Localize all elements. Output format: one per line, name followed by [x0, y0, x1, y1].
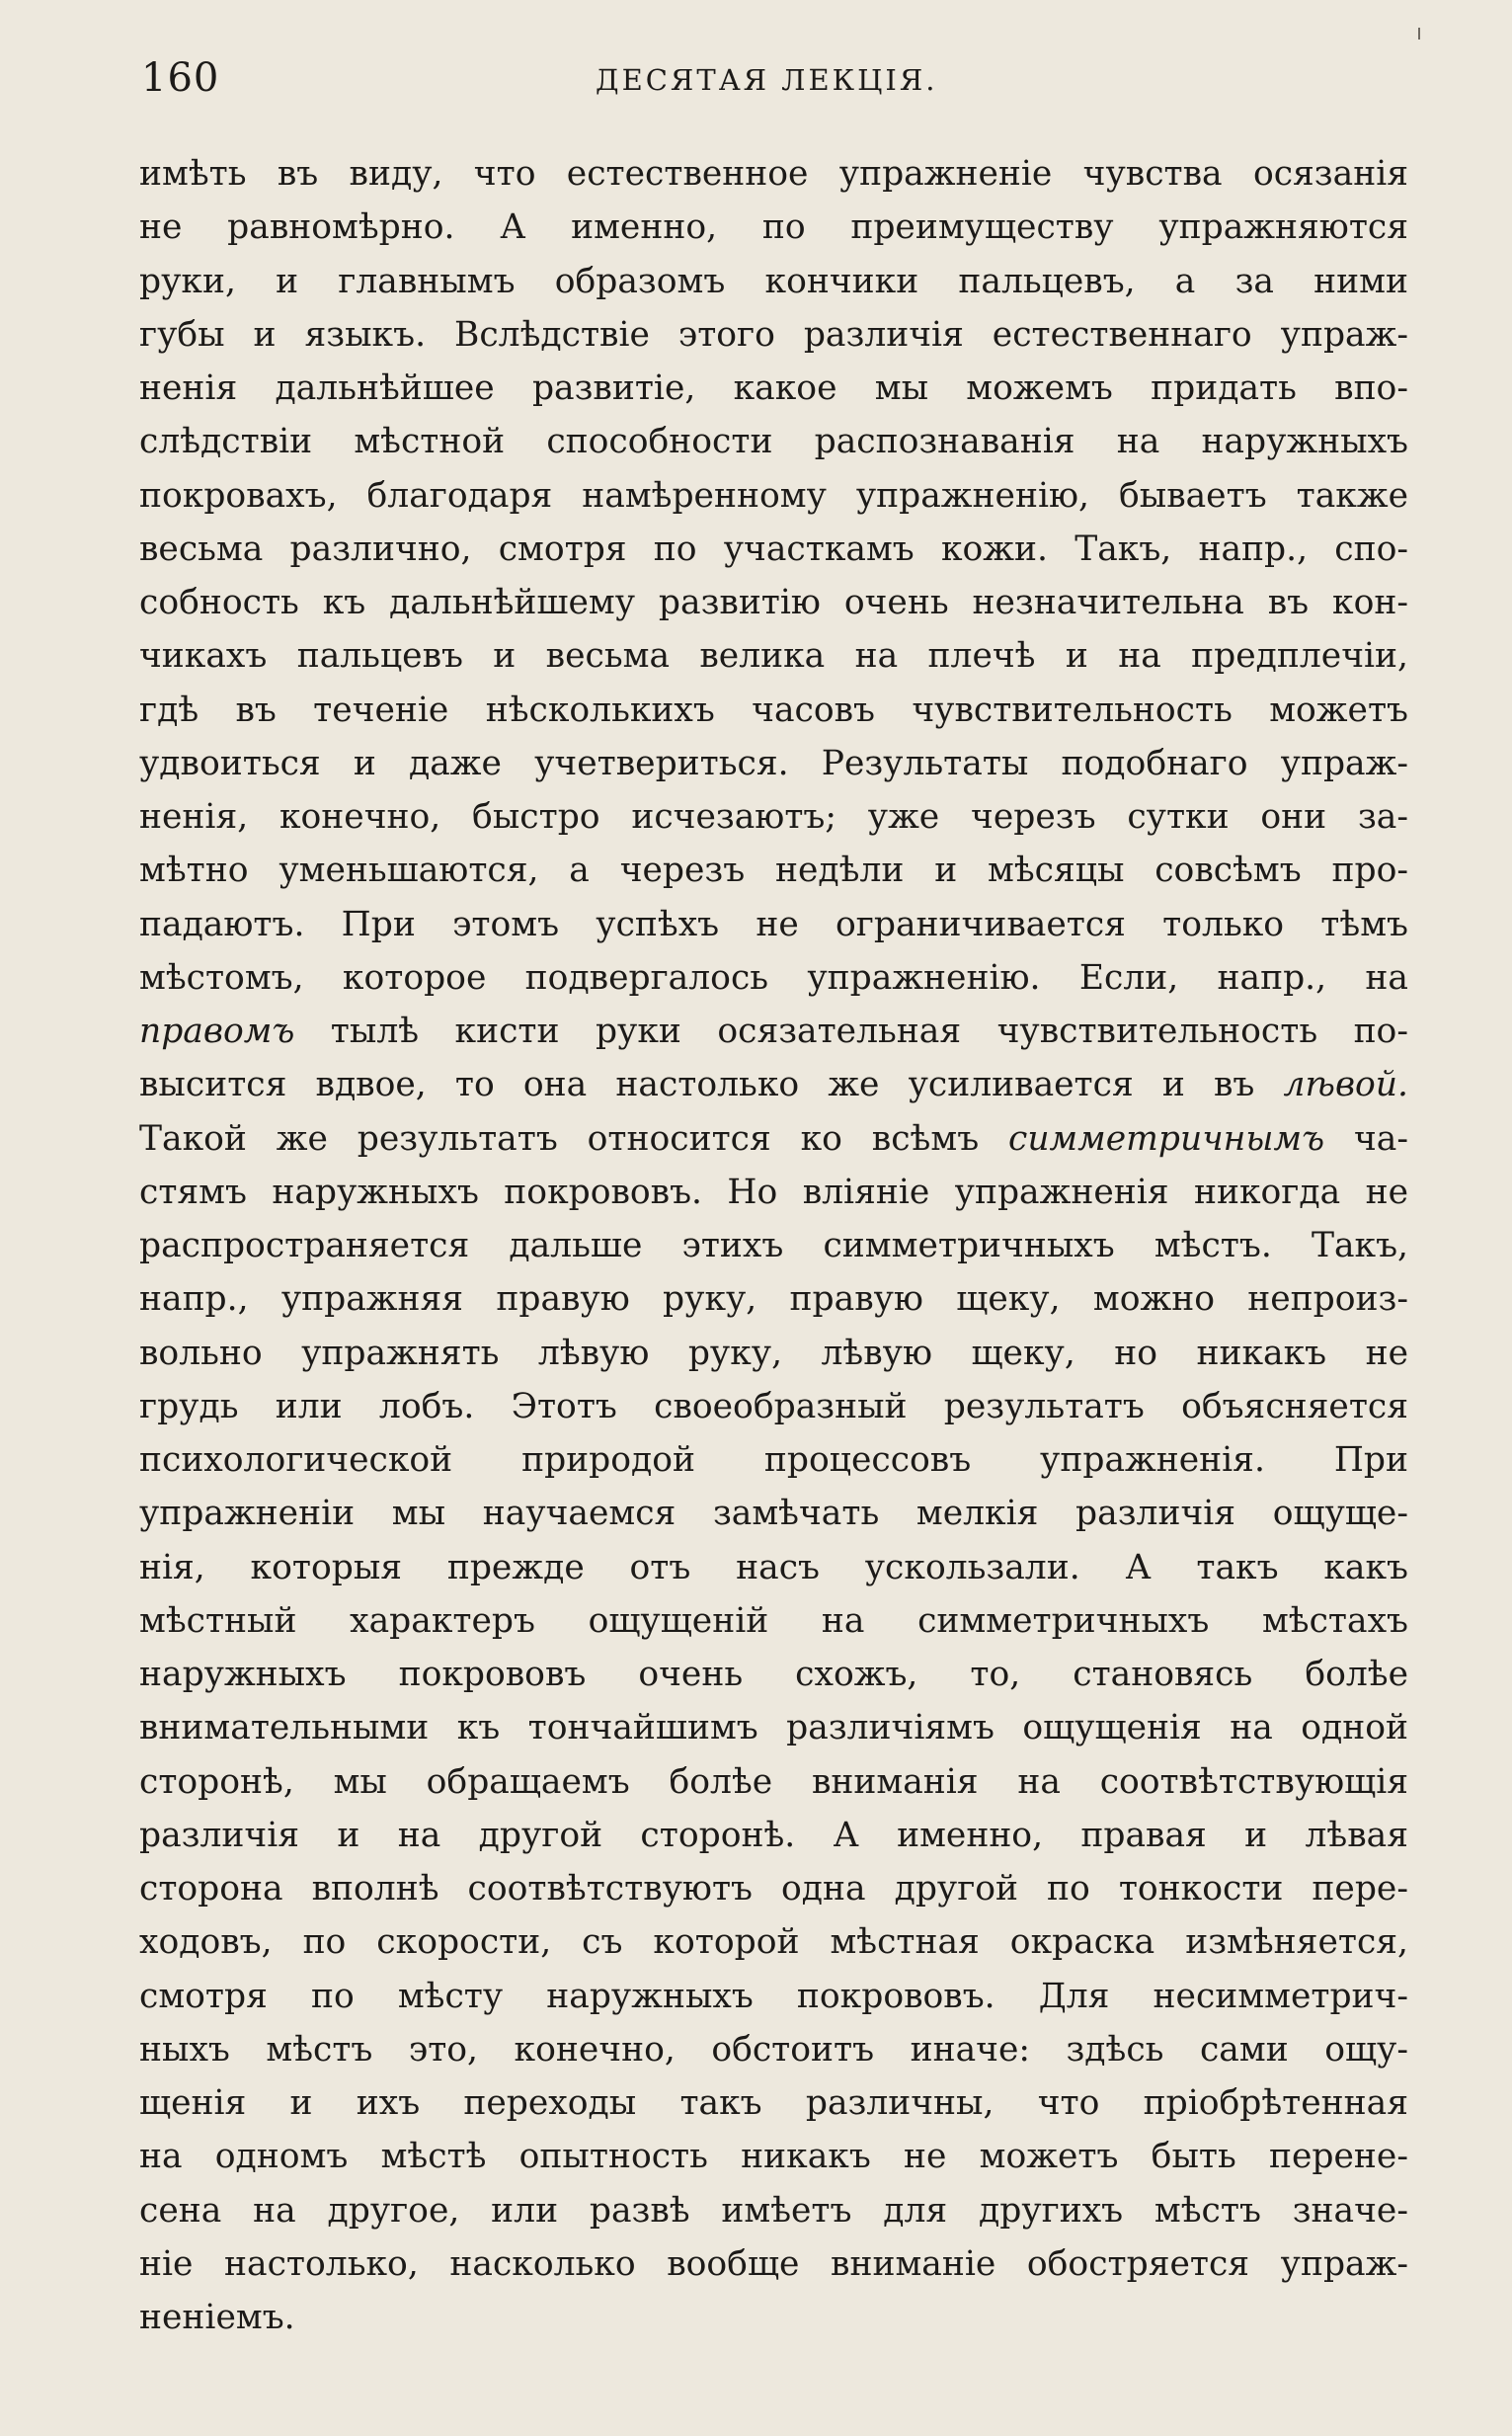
text-line	[139, 1648, 1408, 1701]
text-line	[139, 2237, 1408, 2291]
text-segment: мѣстный характеръ ощущеній на симметричныхъ мѣстахъ	[139, 1600, 1408, 1641]
text-line	[139, 1755, 1408, 1809]
page-number: 160	[141, 55, 220, 101]
text-segment: ненія, конечно, быстро исчезаютъ; уже черезъ сутки они за-	[139, 797, 1408, 837]
emphasized-text: лѣвой.	[1283, 1065, 1408, 1105]
text-segment: смотря по мѣсту наружныхъ покрововъ. Для несимметрич-	[139, 1976, 1408, 2016]
body-text	[139, 147, 1408, 2344]
text-segment: не равномѣрно. А именно, по преимуществу упражняются	[139, 207, 1408, 248]
text-line	[139, 1862, 1408, 1915]
text-segment: напр., упражняя правую руку, правую щеку, можно непроиз-	[139, 1279, 1408, 1320]
text-segment: покровахъ, благодаря намѣренному упражненію, бываетъ также	[139, 475, 1408, 516]
text-segment: на одномъ мѣстѣ опытность никакъ не можетъ быть перене-	[139, 2137, 1408, 2177]
text-segment: ненія дальнѣйшее развитіе, какое мы можемъ придать впо-	[139, 368, 1408, 408]
text-segment: собность къ дальнѣйшему развитію очень незначительна въ кон-	[139, 583, 1408, 622]
text-line	[139, 523, 1408, 576]
text-line	[139, 2184, 1408, 2237]
text-line	[139, 737, 1408, 790]
text-line	[139, 2023, 1408, 2076]
text-line	[139, 255, 1408, 308]
text-segment: внимательными къ тончайшимъ различіямъ ощущенія на одной	[139, 1708, 1408, 1748]
text-line	[139, 362, 1408, 415]
text-segment: наружныхъ покрововъ очень схожъ, то, становясь болѣе	[139, 1655, 1408, 1694]
text-segment: распространяется дальше этихъ симметричныхъ мѣстъ. Такъ,	[139, 1226, 1408, 1265]
text-line	[139, 2291, 1408, 2344]
text-line	[139, 1166, 1408, 1219]
text-segment: тылѣ кисти руки осязательная чувствительность по-	[294, 1012, 1408, 1051]
text-line	[139, 629, 1408, 683]
text-line	[139, 1809, 1408, 1862]
text-segment: удвоиться и даже учетвериться. Результаты подобнаго упраж-	[139, 743, 1408, 783]
text-segment: сторона вполнѣ соотвѣтствуютъ одна другой по тонкости пере-	[139, 1869, 1408, 1908]
running-head	[141, 55, 1405, 115]
text-line	[139, 951, 1408, 1005]
text-line	[139, 1058, 1408, 1111]
text-segment: имѣть въ виду, что естественное упражненіе чувства осязанія	[139, 154, 1408, 194]
text-line	[139, 308, 1408, 362]
text-segment: щенія и ихъ переходы такъ различны, что пріобрѣтенная	[139, 2083, 1408, 2123]
text-line	[139, 1594, 1408, 1648]
text-line	[139, 1433, 1408, 1487]
text-segment: весьма различно, смотря по участкамъ кожи. Такъ, напр., спо-	[139, 528, 1408, 569]
text-segment: падаютъ. При этомъ успѣхъ не ограничивается только тѣмъ	[139, 904, 1408, 944]
text-line	[139, 1701, 1408, 1754]
running-title: ДЕСЯТАЯ ЛЕКЦІЯ.	[596, 63, 938, 97]
text-line	[139, 898, 1408, 951]
text-segment: гдѣ въ теченіе нѣсколькихъ часовъ чувствительность можетъ	[139, 690, 1408, 730]
page-edge-mark	[1418, 28, 1420, 40]
text-line	[139, 2076, 1408, 2130]
text-line	[139, 415, 1408, 468]
text-line	[139, 1327, 1408, 1380]
text-segment: ча-	[1324, 1118, 1408, 1159]
text-line	[139, 2130, 1408, 2183]
text-line	[139, 1005, 1408, 1058]
text-segment: мѣстомъ, которое подвергалось упражненію. Если, напр., на	[139, 957, 1408, 998]
text-line	[139, 1541, 1408, 1594]
text-line	[139, 684, 1408, 737]
text-line	[139, 1219, 1408, 1272]
text-line	[139, 1915, 1408, 1969]
text-segment: ныхъ мѣстъ это, конечно, обстоитъ иначе: здѣсь сами ощу-	[139, 2029, 1408, 2070]
text-line	[139, 1112, 1408, 1166]
text-line	[139, 1380, 1408, 1433]
emphasized-text: правомъ	[139, 1012, 295, 1051]
text-segment: руки, и главнымъ образомъ кончики пальцевъ, а за ними	[139, 261, 1408, 301]
text-segment: высится вдвое, то она настолько же усиливается и въ	[139, 1065, 1284, 1105]
text-segment: ніе настолько, насколько вообще вниманіе обостряется упраж-	[139, 2243, 1408, 2284]
text-segment: стямъ наружныхъ покрововъ. Но вліяніе упражненія никогда не	[139, 1172, 1408, 1212]
text-line	[139, 844, 1408, 897]
text-segment: вольно упражнять лѣвую руку, лѣвую щеку, но никакъ не	[139, 1333, 1408, 1373]
text-segment: мѣтно уменьшаются, а черезъ недѣли и мѣсяцы совсѣмъ про-	[139, 851, 1408, 891]
text-segment: различія и на другой сторонѣ. А именно, правая и лѣвая	[139, 1815, 1408, 1855]
text-line	[139, 469, 1408, 523]
text-segment: нія, которыя прежде отъ насъ ускользали. А такъ какъ	[139, 1547, 1408, 1587]
text-line	[139, 1487, 1408, 1540]
text-line	[139, 576, 1408, 629]
text-line	[139, 201, 1408, 254]
text-segment: губы и языкъ. Вслѣдствіе этого различія естественнаго упраж-	[139, 314, 1408, 355]
text-segment: Такой же результатъ относится ко всѣмъ	[139, 1118, 1009, 1159]
text-line	[139, 1970, 1408, 2023]
text-segment: чикахъ пальцевъ и весьма велика на плечѣ и на предплечіи,	[139, 636, 1408, 677]
text-segment: сена на другое, или развѣ имѣетъ для другихъ мѣстъ значе-	[139, 2190, 1408, 2231]
text-segment: неніемъ.	[139, 2298, 295, 2337]
text-segment: упражненіи мы научаемся замѣчать мелкія различія ощуще-	[139, 1494, 1408, 1534]
text-segment: слѣдствіи мѣстной способности распознаванія на наружныхъ	[139, 422, 1408, 462]
text-line	[139, 790, 1408, 844]
text-segment: грудь или лобъ. Этотъ своеобразный результатъ объясняется	[139, 1386, 1408, 1426]
emphasized-text: симметричнымъ	[1008, 1118, 1325, 1159]
text-segment: сторонѣ, мы обращаемъ болѣе вниманія на соотвѣтствующія	[139, 1761, 1408, 1802]
text-line	[139, 147, 1408, 201]
text-line	[139, 1272, 1408, 1326]
text-segment: психологической природой процессовъ упражненія. При	[139, 1440, 1408, 1480]
text-segment: ходовъ, по скорости, съ которой мѣстная окраска измѣняется,	[139, 1922, 1408, 1963]
